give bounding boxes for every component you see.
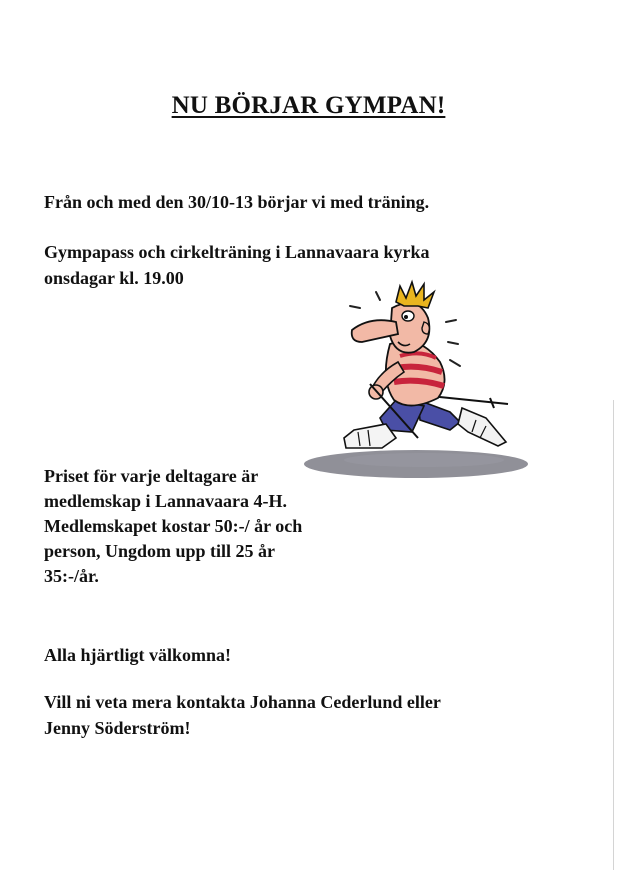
contact-text-line-2: Jenny Söderström! <box>44 718 191 738</box>
schedule-text-line-2: onsdagar kl. 19.00 <box>44 268 184 288</box>
flyer-title: NU BÖRJAR GYMPAN! <box>171 92 446 119</box>
welcome-text: Alla hjärtligt välkomna! <box>44 645 231 665</box>
price-text-line-2: medlemskap i Lannavaara 4-H. <box>44 491 288 511</box>
runner-hair <box>396 282 434 308</box>
contact-text-line-1: Vill ni veta mera kontakta Johanna Cederlund eller <box>44 692 441 712</box>
start-date-text: Från och med den 30/10-13 börjar vi med träning. <box>44 192 430 212</box>
running-man-icon <box>300 272 532 484</box>
price-text-line-5: 35:-/år. <box>44 566 99 586</box>
schedule-text-line-1: Gympapass och cirkelträning i Lannavaara kyrka <box>44 242 430 262</box>
price-text-line-3: Medlemskapet kostar 50:-/ år och <box>44 516 303 536</box>
scan-edge-line <box>613 400 614 870</box>
price-text-line-4: person, Ungdom upp till 25 år <box>44 541 276 561</box>
price-text-line-1: Priset för varje deltagare är <box>44 466 259 486</box>
runner-back-leg <box>418 400 460 430</box>
